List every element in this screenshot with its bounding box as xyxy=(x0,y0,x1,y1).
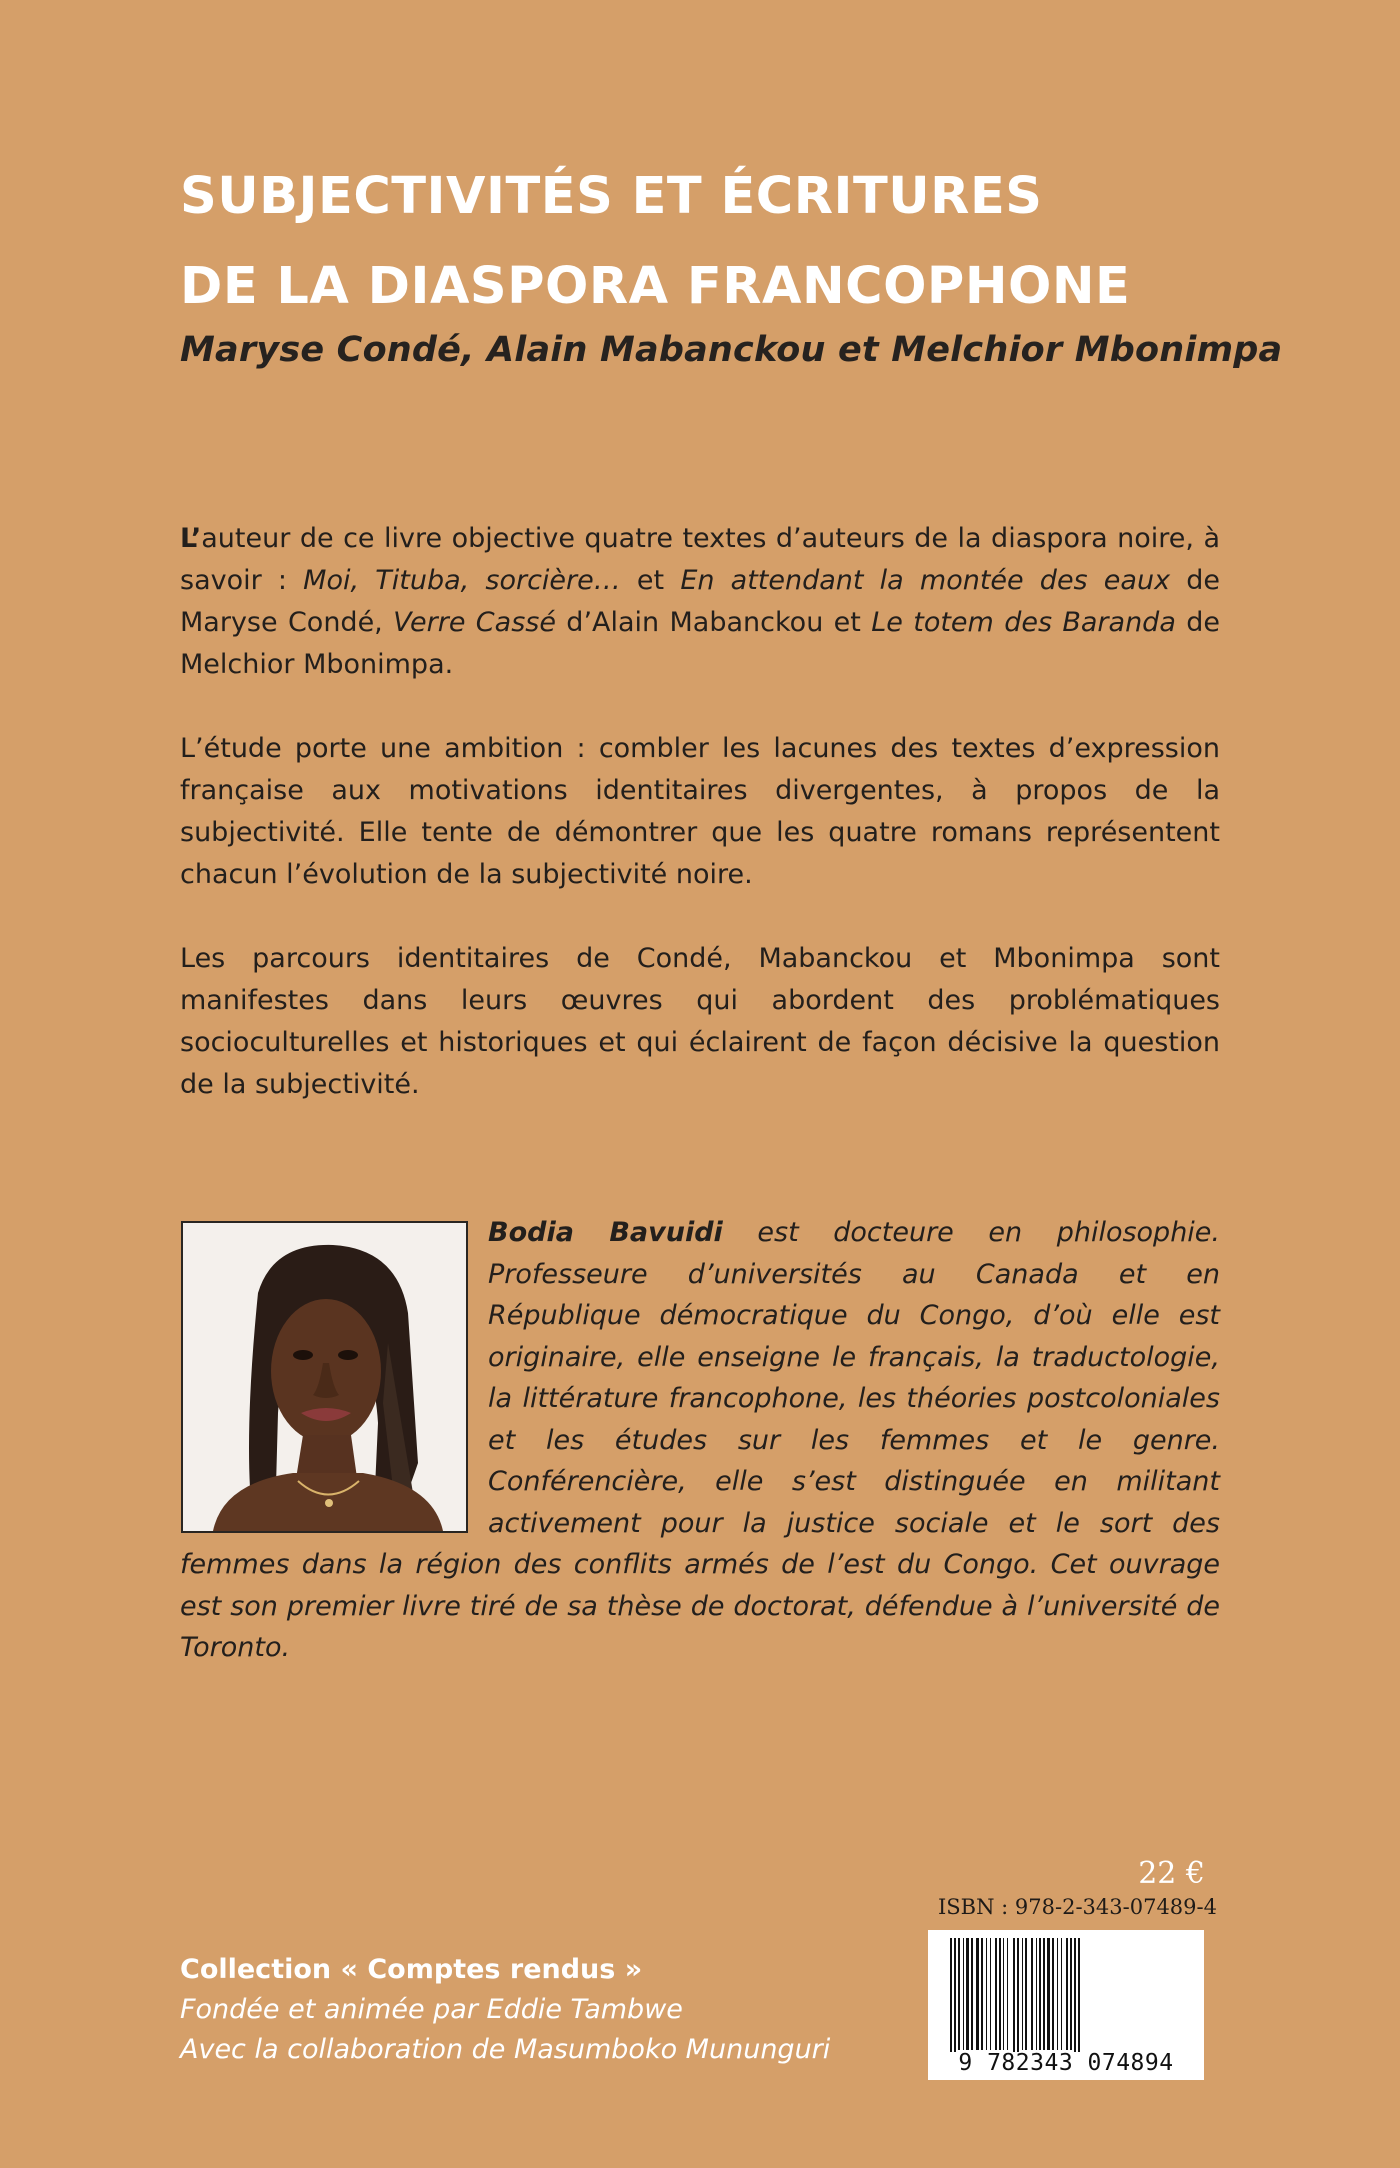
barcode-bar xyxy=(1025,1938,1027,2050)
price-label: 22 € xyxy=(1138,1856,1205,1891)
barcode-bar xyxy=(999,1938,1001,2050)
summary-paragraph-1 xyxy=(180,518,1220,686)
barcode-bar xyxy=(1052,1938,1054,2050)
book-reference: Moi, Tituba, sorcière… xyxy=(303,565,621,596)
author-bio-text: est docteure en philosophie. Professeure d’universités au Canada et en République démocratique du Congo, d’où elle est originaire, elle enseigne le français, la traductologie, la littérature francophone, les théories postcoloniales et les études sur les femmes et le genre. Conférencière, elle s’est distinguée en militant activement pour la justice sociale et le sort des femmes dans la région des conflits armés de l’est du Congo. Cet ouvrage est son premier livre tiré de sa thèse de doctorat, défendue à l’université de Toronto. xyxy=(180,1217,1220,1663)
summary-text: auteur de ce livre objective quatre textes d’auteurs de la diaspora noire, à savoir : xyxy=(180,523,1220,596)
summary-text: de Maryse Condé, xyxy=(180,565,1220,638)
barcode-bar xyxy=(1047,1938,1050,2050)
barcode-bar xyxy=(976,1938,979,2050)
barcode-bar xyxy=(1074,1938,1076,2052)
barcode-bar xyxy=(986,1938,987,2050)
barcode-bar xyxy=(1061,1938,1062,2050)
summary-lead-letter: L’ xyxy=(180,523,202,554)
barcode-bar xyxy=(995,1938,997,2050)
book-summary xyxy=(180,518,1220,1148)
collection-name: Collection « Comptes rendus » xyxy=(180,1954,643,1985)
summary-paragraph-3: Les parcours identitaires de Condé, Mabanckou et Mbonimpa sont manifestes dans leurs œuvres qui abordent des problématiques socioculturelles et historiques et qui éclairent de façon décisive la question de la subjectivité. xyxy=(180,943,1220,1100)
barcode-bar xyxy=(1003,1938,1004,2050)
barcode-bar xyxy=(963,1938,964,2050)
summary-text: de Melchior Mbonimpa. xyxy=(180,607,1220,680)
barcode-bar xyxy=(981,1938,983,2050)
barcode-bar xyxy=(1031,1938,1033,2050)
barcode-bar xyxy=(1078,1938,1080,2052)
barcode-bar xyxy=(1039,1938,1041,2050)
book-title xyxy=(180,152,1280,332)
book-reference: Le totem des Baranda xyxy=(871,607,1176,638)
summary-paragraph-2: L’étude porte une ambition : combler les lacunes des textes d’expression française aux motivations identitaires divergentes, à propos de la subjectivité. Elle tente de démontrer que les quatre romans représentent chacun l’évolution de la subjectivité noire. xyxy=(180,733,1220,890)
collection-founder: Fondée et animée par Eddie Tambwe xyxy=(180,1994,683,2025)
barcode-bar xyxy=(1070,1938,1072,2050)
collection-info xyxy=(180,1950,940,2070)
book-reference: En attendant la montée des eaux xyxy=(680,565,1171,596)
author-biography xyxy=(180,1212,1220,1669)
collection-collaboration: Avec la collaboration de Masumboko Mununguri xyxy=(180,2034,831,2065)
barcode-bar xyxy=(1057,1938,1058,2050)
book-subtitle: Maryse Condé, Alain Mabanckou et Melchior Mbonimpa xyxy=(180,330,1283,370)
barcode-bar xyxy=(954,1938,956,2052)
author-name: Bodia Bavuidi xyxy=(488,1217,723,1248)
barcode-bar xyxy=(1066,1938,1068,2050)
photo-spacer xyxy=(180,1212,488,1534)
barcode-bar xyxy=(966,1938,969,2050)
barcode-bar xyxy=(1043,1938,1045,2050)
summary-text: d’Alain Mabanckou et xyxy=(555,607,872,638)
summary-text: et xyxy=(620,565,681,596)
barcode-bar xyxy=(1036,1938,1037,2050)
barcode-bar xyxy=(1007,1938,1008,2050)
barcode-bar xyxy=(1013,1938,1015,2052)
barcode-bar xyxy=(1022,1938,1023,2050)
barcode-digits: 9 782343 074894 xyxy=(958,2050,1174,2076)
barcode-bar xyxy=(950,1938,952,2052)
book-title-line-1: SUBJECTIVITÉS ET ÉCRITURES xyxy=(180,167,1043,226)
book-reference: Verre Cassé xyxy=(393,607,556,638)
isbn-barcode xyxy=(928,1930,1204,2080)
isbn-label: ISBN : 978-2-343-07489-4 xyxy=(938,1895,1217,1919)
barcode-bar xyxy=(990,1938,991,2050)
barcode-bar xyxy=(971,1938,973,2050)
book-title-line-2: DE LA DIASPORA FRANCOPHONE xyxy=(180,257,1131,316)
barcode-bars xyxy=(928,1930,1204,2052)
barcode-bar xyxy=(1017,1938,1019,2052)
barcode-bar xyxy=(958,1938,960,2050)
